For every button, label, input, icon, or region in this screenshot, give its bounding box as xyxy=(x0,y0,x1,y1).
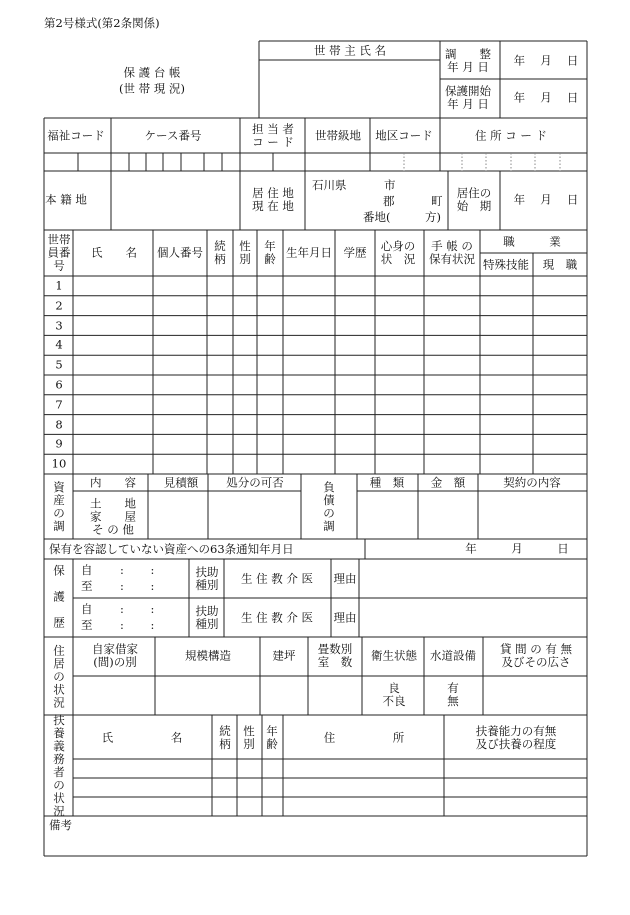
member-row-number: 1 xyxy=(55,278,63,293)
residence-start-label: 居住の 始 期 xyxy=(456,186,492,213)
history-label: 保 護 歴 xyxy=(53,563,65,630)
case-number-label: ケース番号 xyxy=(144,128,202,143)
member-row-number: 3 xyxy=(55,318,63,333)
own-rent-header: 自家借家 (間)の別 xyxy=(92,642,138,669)
member-row-number: 6 xyxy=(55,377,63,392)
water-header: 水道設備 xyxy=(430,648,476,663)
asset-disposal-header: 処分の可否 xyxy=(226,475,284,490)
level-label: 世帯級地 xyxy=(315,128,361,143)
member-row-number: 10 xyxy=(51,456,67,471)
supporter-address-header: 住 所 xyxy=(323,730,405,745)
member-row-number: 2 xyxy=(55,298,63,313)
rooms-header: 畳数別 室 数 xyxy=(317,642,353,669)
address-code-label: 住 所 コ ー ド xyxy=(474,128,548,143)
city-label: 市 xyxy=(384,178,396,192)
water-options: 有 無 xyxy=(447,681,459,708)
form-subtitle: (世 帯 現 況) xyxy=(119,81,185,96)
relation-header: 続 柄 xyxy=(214,239,226,266)
history1-reason: 理由 xyxy=(333,571,357,586)
member-no-header: 世帯 員番 号 xyxy=(47,232,71,273)
floor-area-header: 建坪 xyxy=(272,648,296,663)
member-row-number: 5 xyxy=(55,357,63,372)
form-number: 第2号様式(第2条関係) xyxy=(44,16,160,30)
charge-code-label: 担 当 者 コ ー ド xyxy=(252,122,294,149)
asset-content-header: 内 容 xyxy=(90,475,136,490)
notice-date: 年 月 日 xyxy=(465,541,569,556)
gun-label: 郡 xyxy=(383,194,395,208)
debts-label: 負 債 の 調 xyxy=(323,480,335,533)
history1-aid-types: 生 住 教 介 医 xyxy=(240,571,314,586)
supporter-sex-header: 性 別 xyxy=(243,724,255,751)
history2-to-time: : : xyxy=(120,618,155,632)
asset-estimate-header: 見積額 xyxy=(163,475,199,490)
welfare-code-label: 福祉コード xyxy=(47,128,105,143)
member-row-number: 7 xyxy=(55,397,63,412)
sex-header: 性 別 xyxy=(239,239,251,266)
machi-label: 町 xyxy=(431,194,443,208)
age-header: 年 齢 xyxy=(264,239,276,266)
area-code-label: 地区コード xyxy=(375,128,433,143)
handbook-header: 手 帳 の 保有状況 xyxy=(429,239,475,266)
householder-label: 世 帯 主 氏 名 xyxy=(313,43,387,58)
notice-label: 保有を容認していない資産への63条通知年月日 xyxy=(49,542,294,556)
supporter-age-header: 年 齢 xyxy=(266,724,278,751)
history2-aid-types: 生 住 教 介 医 xyxy=(240,610,314,625)
personal-number-header: 個人番号 xyxy=(157,245,203,260)
start-date-label: 保護開始 年 月 日 xyxy=(445,84,491,111)
member-name-header: 氏 名 xyxy=(91,245,137,260)
current-job-header: 現 職 xyxy=(542,257,578,272)
structure-header: 規模構造 xyxy=(185,648,231,663)
prefecture: 石川県 xyxy=(312,178,347,192)
start-date-value: 年 月 日 xyxy=(513,90,579,105)
skill-header: 特殊技能 xyxy=(483,257,529,272)
residence-start-value: 年 月 日 xyxy=(513,192,579,207)
history1-from-time: : : xyxy=(120,563,155,577)
history1-to-time: : : xyxy=(120,579,155,593)
adjust-date-value: 年 月 日 xyxy=(513,53,579,68)
supporter-relation-header: 続 柄 xyxy=(219,724,231,751)
honseki-label: 本 籍 地 xyxy=(45,192,87,207)
supporter-name-header: 氏 名 xyxy=(101,730,183,745)
history1-from: 自 xyxy=(81,563,93,577)
support-label: 扶 養 義 務 者 の 状 況 xyxy=(53,713,65,818)
hygiene-header: 衛生状態 xyxy=(371,648,417,663)
lend-room-header: 貸 間 の 有 無 及びその広さ xyxy=(499,642,573,669)
history2-reason: 理由 xyxy=(333,610,357,625)
asset-items: 土 地 家 屋 そ の 他 xyxy=(90,496,136,537)
debt-contract-header: 契約の内容 xyxy=(503,475,561,490)
debt-amount-header: 金 額 xyxy=(430,475,466,490)
assets-label: 資 産 の 調 xyxy=(53,480,65,533)
remarks-label: 備考 xyxy=(49,818,72,832)
education-header: 学歴 xyxy=(343,245,367,260)
history2-to: 至 xyxy=(81,618,93,632)
support-ability-header: 扶養能力の有無 及び扶養の程度 xyxy=(475,724,557,751)
history2-from-time: : : xyxy=(120,602,155,616)
job-header: 職 業 xyxy=(503,234,561,249)
birthdate-header: 生年月日 xyxy=(286,245,332,260)
history2-aid-label: 扶助 種別 xyxy=(195,604,219,631)
member-row-number: 4 xyxy=(55,337,63,352)
kata-label: 方) xyxy=(425,210,441,224)
form-title: 保 護 台 帳 xyxy=(123,65,181,80)
history1-aid-label: 扶助 種別 xyxy=(195,565,219,592)
adjust-date-label: 調 整 年 月 日 xyxy=(445,47,491,74)
member-row-number: 8 xyxy=(55,417,63,432)
health-header: 心身の 状 況 xyxy=(380,239,416,266)
hygiene-options: 良 不良 xyxy=(382,681,406,708)
housing-label: 住 居 の 状 況 xyxy=(53,643,65,710)
banchi-label: 番地( xyxy=(363,210,391,224)
member-row-number: 9 xyxy=(55,436,63,451)
residence-label: 居 住 地 現 在 地 xyxy=(252,186,294,213)
history2-from: 自 xyxy=(81,602,93,616)
history1-to: 至 xyxy=(81,579,93,593)
debt-kind-header: 種 類 xyxy=(369,475,405,490)
